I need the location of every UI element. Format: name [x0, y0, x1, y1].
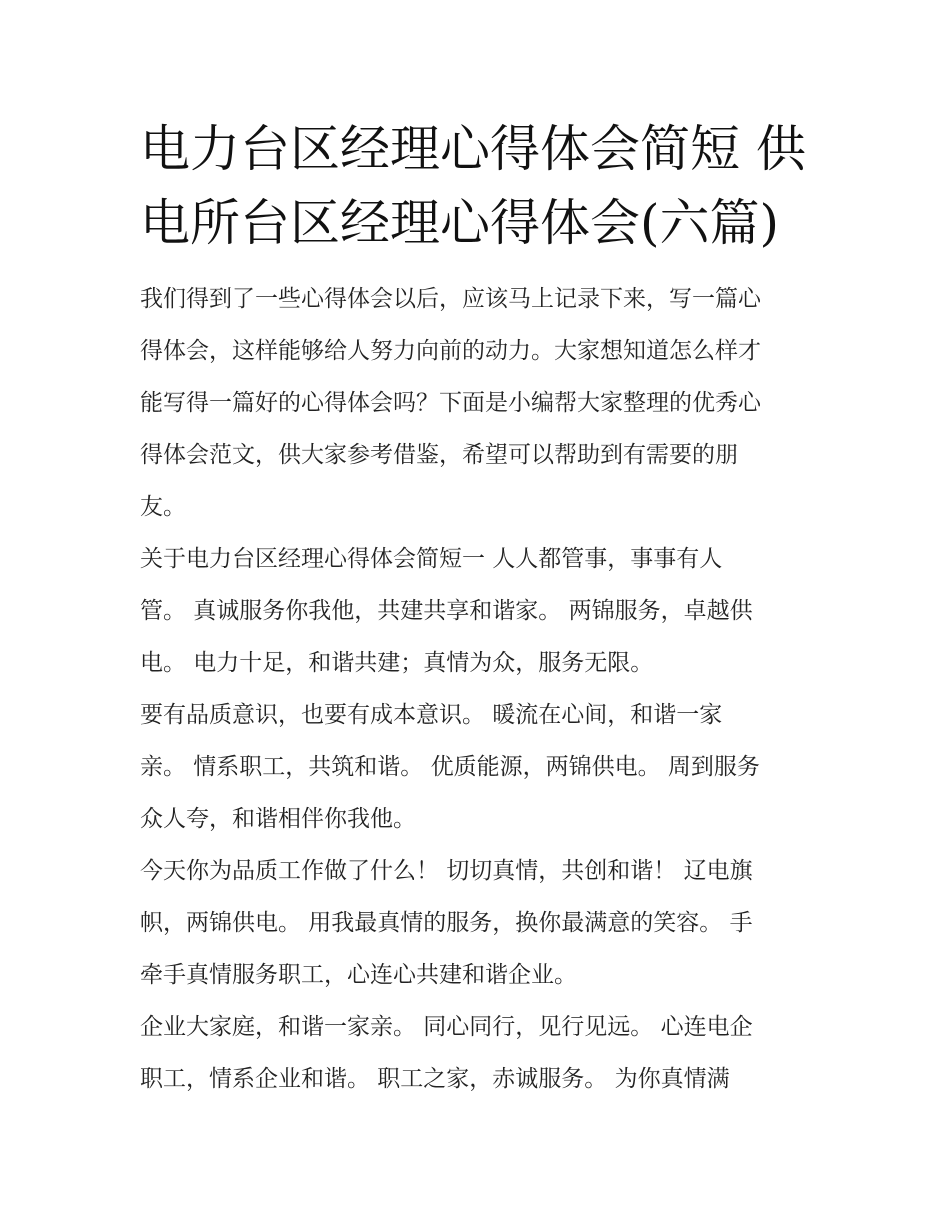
body-line: 得体会范文，供大家参考借鉴，希望可以帮助到有需要的朋	[140, 442, 738, 468]
body-line: 职工，情系企业和谐。 职工之家，赤诚服务。 为你真情满	[140, 1066, 730, 1092]
body-line: 企业大家庭，和谐一家亲。 同心同行，见行见远。 心连电企	[140, 1014, 753, 1040]
body-line: 我们得到了一些心得体会以后，应该马上记录下来，写一篇心	[140, 286, 761, 312]
title-line: 电所台区经理心得体会(六篇)	[140, 194, 780, 252]
body-line: 友。	[140, 494, 186, 520]
body-line: 得体会，这样能够给人努力向前的动力。大家想知道怎么样才	[140, 338, 761, 364]
body-line: 众人夸，和谐相伴你我他。	[140, 806, 416, 832]
document-body	[140, 273, 820, 1105]
body-line: 帜，两锦供电。 用我最真情的服务，换你最满意的笑容。 手	[140, 910, 753, 936]
body-line: 电。 电力十足，和谐共建；真情为众，服务无限。	[140, 650, 654, 676]
body-line: 要有品质意识，也要有成本意识。 暖流在心间，和谐一家	[140, 702, 723, 728]
body-line: 能写得一篇好的心得体会吗？下面是小编帮大家整理的优秀心	[140, 390, 761, 416]
body-line: 管。 真诚服务你我他，共建共享和谐家。 两锦服务，卓越供	[140, 598, 753, 624]
body-line: 牵手真情服务职工，心连心共建和谐企业。	[140, 962, 577, 988]
title-line: 电力台区经理心得体会简短 供	[140, 120, 806, 178]
body-line: 关于电力台区经理心得体会简短一 人人都管事，事事有人	[140, 546, 723, 572]
body-line: 今天你为品质工作做了什么！ 切切真情，共创和谐！ 辽电旗	[140, 858, 753, 884]
body-line: 亲。 情系职工，共筑和谐。 优质能源，两锦供电。 周到服务	[140, 754, 760, 780]
document-title	[140, 112, 820, 260]
